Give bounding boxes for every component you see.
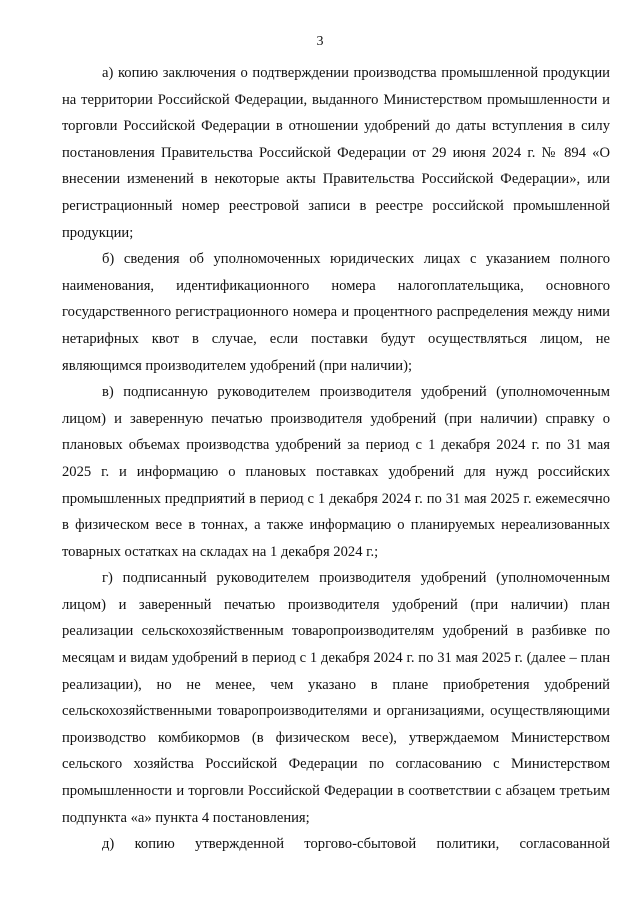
document-body <box>62 60 610 858</box>
page-number: 3 <box>316 34 324 49</box>
paragraph-b: б) сведения об уполномоченных юридических лицах с указанием полного наименования, идентификационного номера налогоплательщика, основного государственного регистрационного номера и процентного распределения между ними нетарифных квот в случае, если поставки будут осуществляться лицом, не являющимся производителем удобрений (при наличии); <box>62 251 610 374</box>
paragraph-d: д) копию утвержденной торгово-сбытовой политики, согласованной <box>102 836 610 853</box>
paragraph-v: в) подписанную руководителем производителя удобрений (уполномоченным лицом) и заверенную печатью производителя удобрений (при наличии) справку о плановых объемах производства удобрений за период с 1 декабря 2024 г. по 31 мая 2025 г. и информацию о плановых поставках удобрений для нужд российских промышленных предприятий в период с 1 декабря 2024 г. по 31 мая 2025 г. ежемесячно в физическом весе в тоннах, а также информацию о планируемых нереализованных товарных остатках на складах на 1 декабря 2024 г.; <box>62 384 610 560</box>
paragraph-g: г) подписанный руководителем производителя удобрений (уполномоченным лицом) и заверенный печатью производителя удобрений (при наличии) план реализации сельскохозяйственным товаропроизводителям удобрений в разбивке по месяцам и видам удобрений в период с 1 декабря 2024 г. по 31 мая 2025 г. (далее – план реализации), но не менее, чем указано в плане приобретения удобрений сельскохозяйственными товаропроизводителями и организациями, осуществляющими производство комбикормов (в физическом весе), утверждаемом Министерством сельского хозяйства Российской Федерации по согласованию с Министерством промышленности и торговли Российской Федерации в соответствии с абзацем третьим подпункта «а» пункта 4 постановления; <box>62 570 610 826</box>
paragraph-a: а) копию заключения о подтверждении производства промышленной продукции на территории Российской Федерации, выданного Министерством промышленности и торговли Российской Федерации в отношении удобрений до даты вступления в силу постановления Правительства Российской Федерации от 29 июня 2024 г. № 894 «О внесении изменений в некоторые акты Правительства Российской Федерации», или регистрационный номер реестровой записи в реестре российской промышленной продукции; <box>62 65 610 241</box>
